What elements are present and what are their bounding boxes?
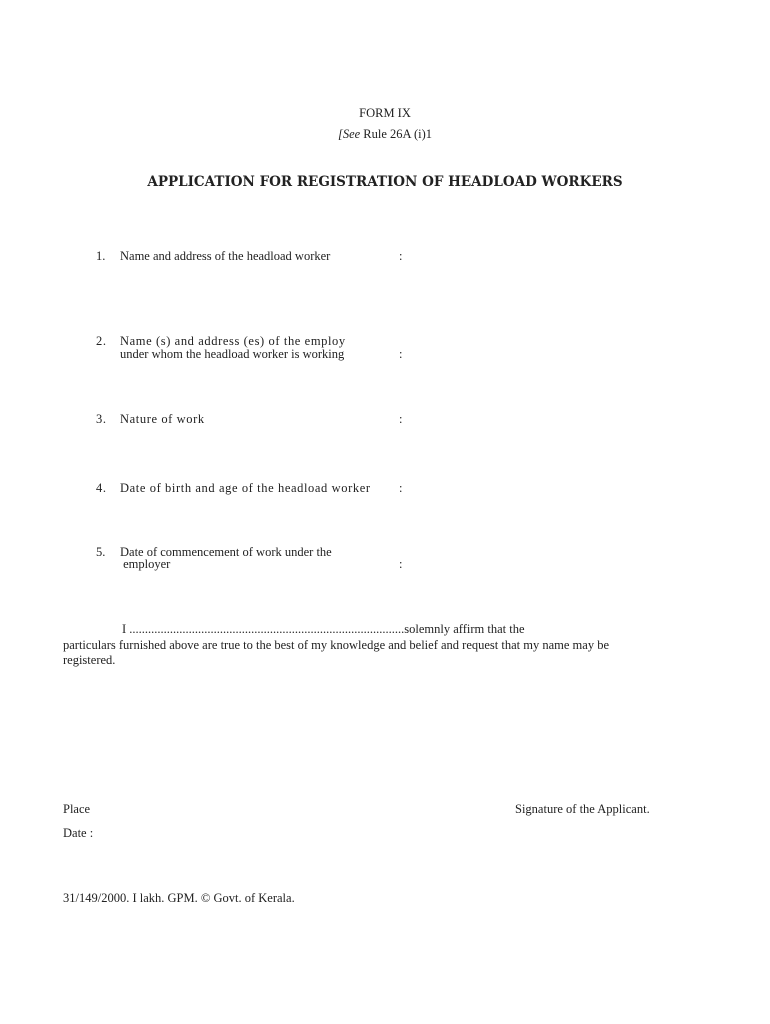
signature-label: Signature of the Applicant. bbox=[515, 802, 650, 816]
item-label: employer bbox=[120, 557, 171, 571]
item-label: Name (s) and address (es) of the employ bbox=[120, 334, 346, 348]
item-label: Date of commencement of work under the bbox=[120, 545, 332, 559]
footer-note: 31/149/2000. I lakh. GPM. © Govt. of Kerala. bbox=[63, 891, 295, 905]
item-label: Nature of work bbox=[120, 412, 205, 426]
item-colon: : bbox=[399, 347, 403, 361]
affirmation-line-1: I ........................................................................................solemnly affirm that the bbox=[122, 622, 525, 636]
place-label: Place bbox=[63, 802, 91, 816]
rule-see: [See bbox=[337, 127, 361, 141]
form-number: FORM IX bbox=[359, 106, 411, 120]
affirmation-line-2: particulars furnished above are true to the best of my knowledge and belief and request that my name may be bbox=[63, 638, 609, 652]
date-label: Date : bbox=[63, 826, 94, 840]
item-number: 5. bbox=[96, 545, 106, 559]
item-colon: : bbox=[399, 249, 403, 263]
item-number: 3. bbox=[96, 412, 107, 426]
page-title: APPLICATION FOR REGISTRATION OF HEADLOAD WORKERS bbox=[147, 174, 623, 190]
item-number: 2. bbox=[96, 334, 107, 348]
item-colon: : bbox=[399, 557, 403, 571]
item-colon: : bbox=[399, 412, 404, 426]
item-label: under whom the headload worker is working bbox=[120, 347, 345, 361]
item-label: Name and address of the headload worker bbox=[120, 249, 331, 263]
item-label: Date of birth and age of the headload worker bbox=[120, 481, 371, 495]
affirmation-line-3: registered. bbox=[63, 653, 116, 667]
item-number: 4. bbox=[96, 481, 107, 495]
rule-reference bbox=[0, 127, 770, 142]
item-colon: : bbox=[399, 481, 404, 495]
item-number: 1. bbox=[96, 249, 106, 263]
rule-text: Rule 26A (i)1 bbox=[360, 127, 433, 141]
